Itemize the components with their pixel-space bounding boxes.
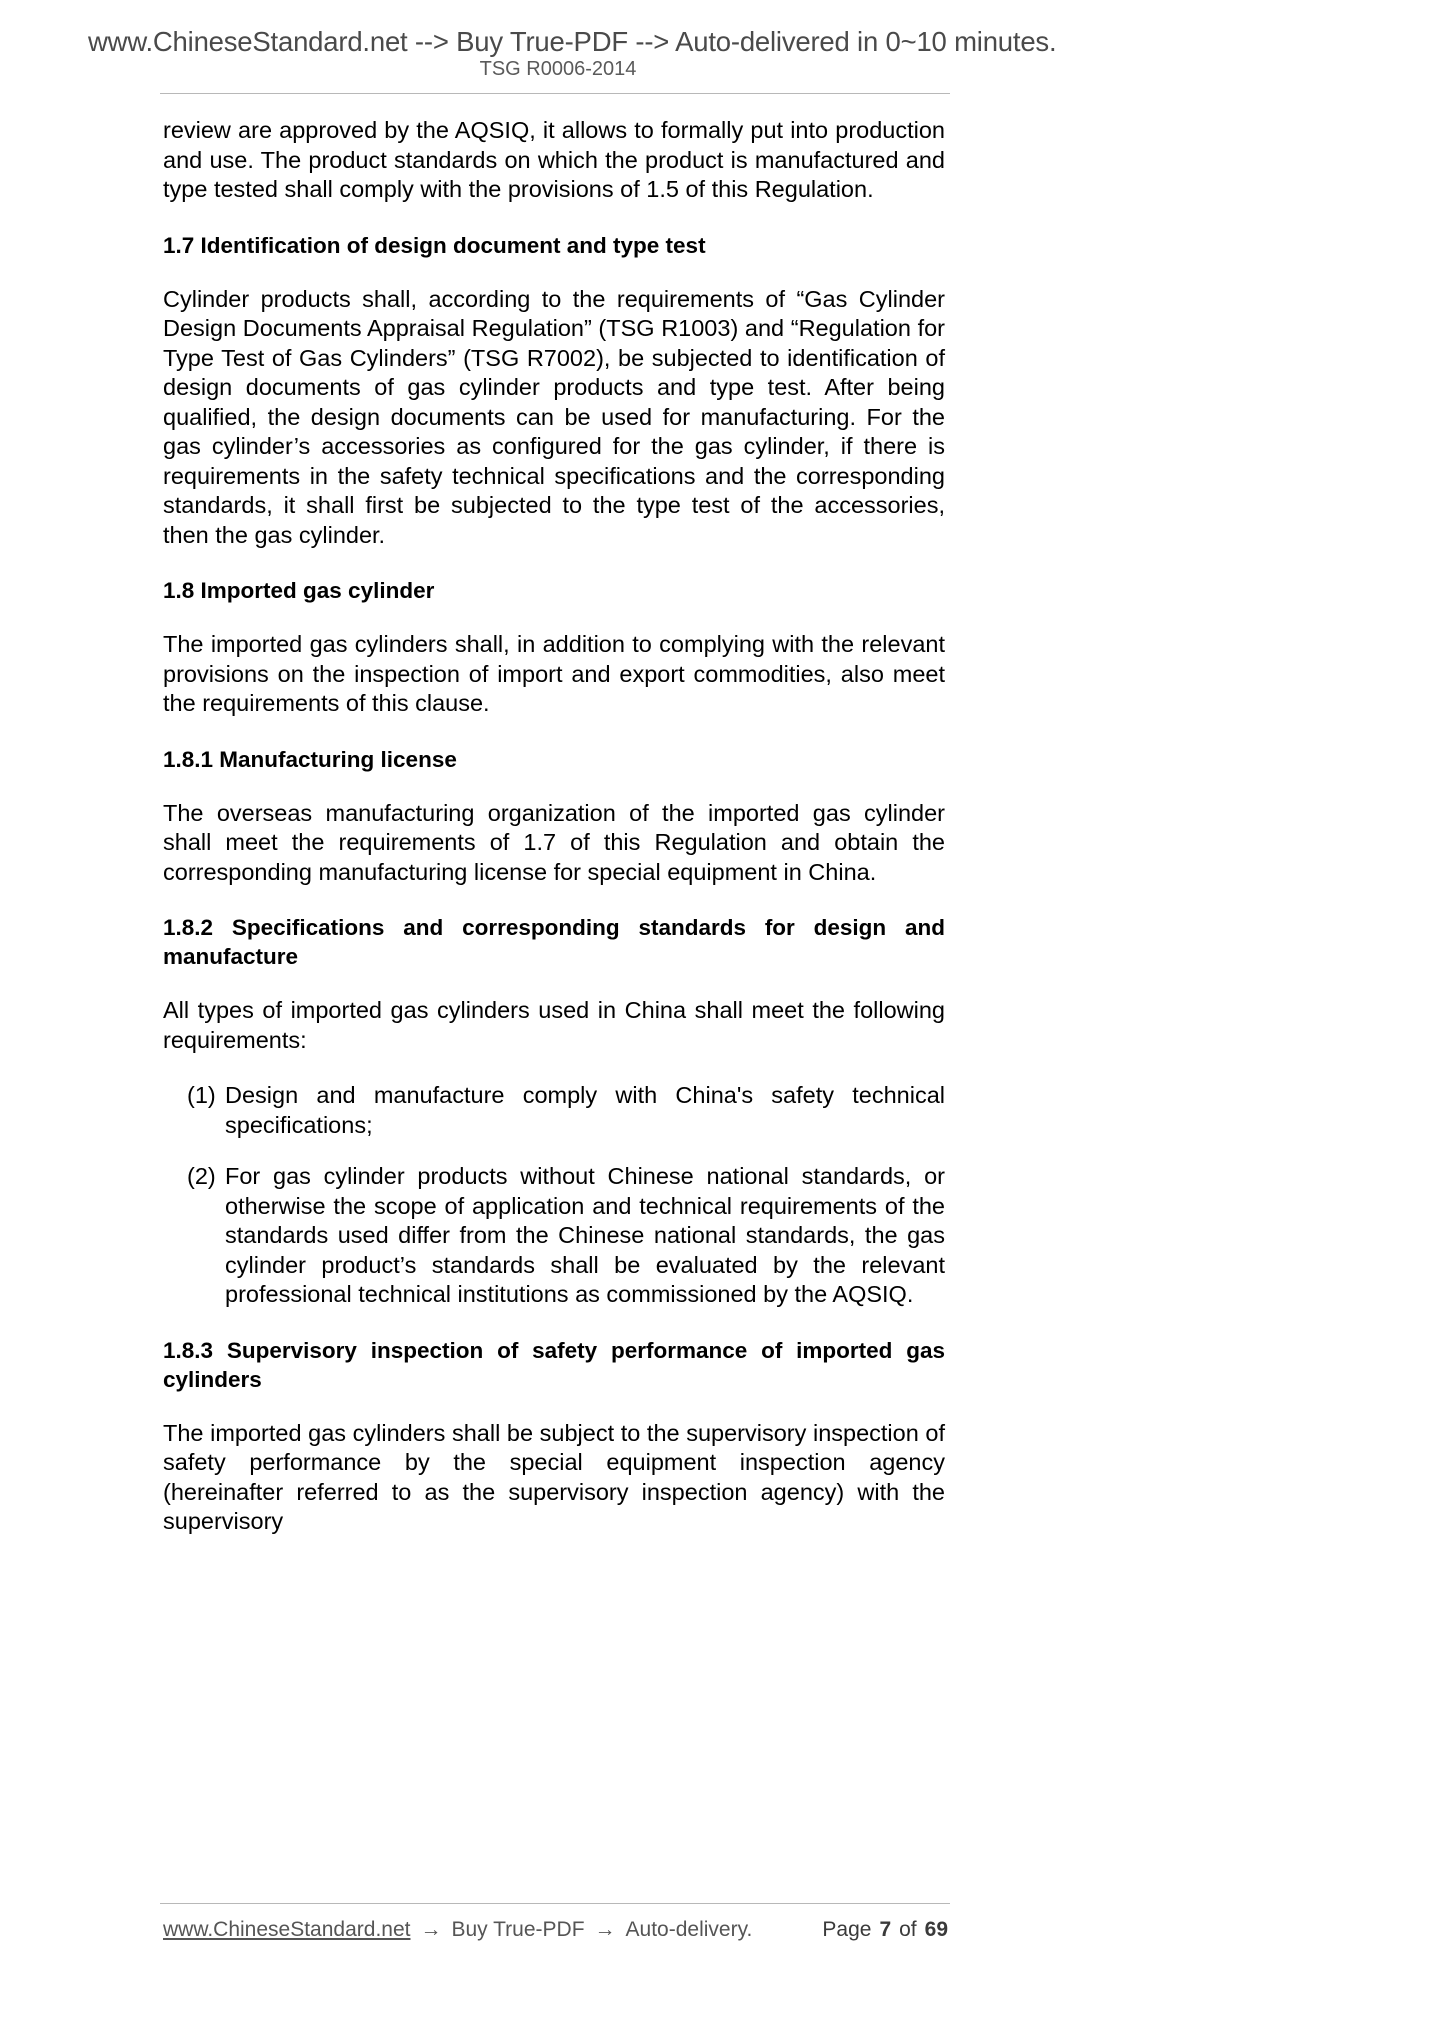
paragraph-1-7: Cylinder products shall, according to the requirements of “Gas Cylinder Design Documents Appraisal Regulation” (TSG R1003) and “Regulation for Type Test of Gas Cylinders” (TSG R7002), be subjected to identification of design documents of gas cylinder products and type test. After being qualified, the design documents can be used for manufacturing. For the gas cylinder’s accessories as configured for the gas cylinder, if there is requirements in the safety technical specifications and the corresponding standards, it shall first be subjected to the type test of the accessories, then the gas cylinder.: [163, 285, 945, 548]
paragraph-1-8-2: All types of imported gas cylinders used in China shall meet the following requirements:: [163, 997, 945, 1053]
arrow-right-icon: →: [420, 1918, 442, 1941]
requirements-list: [163, 1081, 945, 1310]
heading-1-8-3: 1.8.3 Supervisory inspection of safety performance of imported gas cylinders: [163, 1337, 945, 1392]
list-item: [163, 1081, 945, 1140]
footer-divider: [160, 1903, 950, 1904]
page-total: 69: [924, 1918, 948, 1941]
list-item-text: For gas cylinder products without Chinese national standards, or otherwise the scope of application and technical requirements of the standards used differ from the Chinese national standards, the gas cylinder product’s standards shall be evaluated by the relevant professional technical institutions as commissioned by the AQSIQ.: [225, 1163, 945, 1307]
header-divider: [160, 93, 950, 94]
page-number: 7: [879, 1918, 892, 1941]
heading-1-8-1: 1.8.1 Manufacturing license: [163, 746, 457, 772]
paragraph-continued: review are approved by the AQSIQ, it allows to formally put into production and use. The product standards on which the product is manufactured and type tested shall comply with the provisions of 1.5 of this Regulation.: [163, 117, 945, 202]
of-label: of: [899, 1918, 917, 1941]
arrow-right-icon: →: [594, 1918, 616, 1941]
list-item: [163, 1162, 945, 1310]
header-promo-text: www.ChineseStandard.net --> Buy True-PDF --> Auto-delivered in 0~10 minutes.: [88, 26, 1057, 57]
heading-1-7: 1.7 Identification of design document and type test: [163, 232, 706, 258]
paragraph-1-8-3: The imported gas cylinders shall be subject to the supervisory inspection of safety performance by the special equipment inspection agency (hereinafter referred to as the supervisory inspection agency) with the supervisory: [163, 1419, 945, 1534]
footer-buy-text: Buy True-PDF: [451, 1918, 585, 1941]
page-footer: [163, 1918, 948, 1942]
document-body: [163, 116, 945, 1563]
paragraph-1-8-1: The overseas manufacturing organization of the imported gas cylinder shall meet the requirements of 1.7 of this Regulation and obtain the corresponding manufacturing license for special equipment in China.: [163, 799, 945, 885]
footer-site-link[interactable]: www.ChineseStandard.net: [163, 1918, 411, 1941]
page-number-group: [822, 1918, 948, 1942]
footer-delivery-text: Auto-delivery.: [625, 1918, 753, 1941]
header-document-id: TSG R0006-2014: [479, 57, 637, 80]
list-item-text: Design and manufacture comply with China's safety technical specifications;: [225, 1082, 945, 1138]
list-item-marker: (1): [187, 1082, 216, 1108]
page-header: [88, 26, 1057, 80]
paragraph-1-8: The imported gas cylinders shall, in addition to complying with the relevant provisions on the inspection of import and export commodities, also meet the requirements of this clause.: [163, 631, 945, 716]
list-item-marker: (2): [187, 1163, 216, 1189]
footer-promo: [163, 1918, 752, 1942]
page-label: Page: [822, 1918, 872, 1941]
heading-1-8-2: 1.8.2 Specifications and corresponding standards for design and manufacture: [163, 915, 945, 969]
heading-1-8: 1.8 Imported gas cylinder: [163, 578, 435, 603]
